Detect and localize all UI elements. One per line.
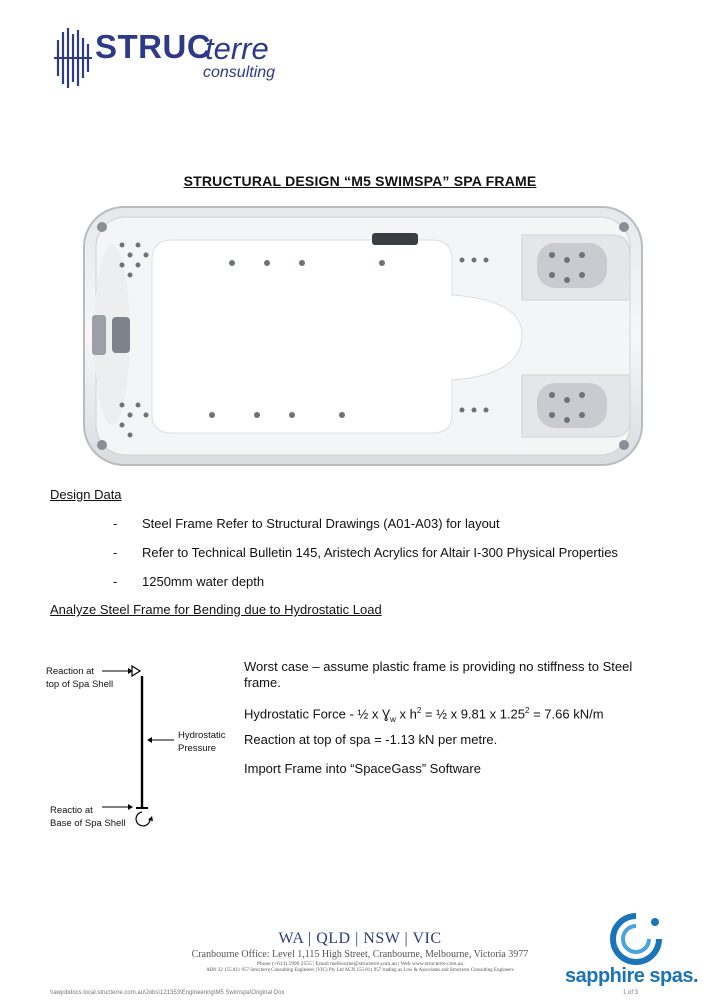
sapphire-logo-icon (608, 912, 664, 966)
footer-office: Cranbourne Office: Level 1,115 High Street, Cranbourne, Melbourne, Victoria 3977 (191, 949, 529, 960)
footer-abn: ABN 32 155 811 957 Structerre Consulting Engineers (VIC) Pty Ltd ACN 155 811 957 trading as Low & Associates and Structerre Consulting Engineers (206, 968, 514, 973)
design-data-item: - Steel Frame Refer to Structural Drawings (A01-A03) for layout (113, 516, 500, 531)
hydrostatic-force-text: Hydrostatic Force - ½ x $Ɣ_w$ x $h^2$ = ½ x 9.81 x $1.25^2 = 7.66$ kN/m (244, 706, 604, 724)
design-data-item: - 1250mm water depth (113, 574, 265, 589)
analyze-heading: Analyze Steel Frame for Bending due to Hydrostatic Load (50, 602, 382, 617)
base-reaction-label: Reactio at Base of Spa Shell (50, 805, 126, 829)
structerre-logo-mark (52, 26, 92, 90)
design-data-heading: Design Data (50, 487, 122, 502)
import-text: Import Frame into “SpaceGass” Software (244, 761, 481, 776)
footer-states: WA | QLD | NSW | VIC (278, 930, 442, 947)
file-path: \\awjobdocs.local.structerre.com.au\Jobs\121353\Engineering\M5 Swimspa\Original Dox (50, 990, 285, 996)
top-reaction-label: Reaction at top of Spa Shell (46, 666, 114, 690)
sapphire-logo-text: sapphire spas. (565, 965, 699, 987)
page-number: 1 of 3 (623, 990, 639, 996)
hydrostatic-pressure-label: Hydrostatic Pressure (178, 730, 226, 754)
design-data-item: - Refer to Technical Bulletin 145, Aristech Acrylics for Altair I-300 Physical Properties (113, 545, 618, 560)
document-title: STRUCTURAL DESIGN “M5 SWIMSPA” SPA FRAME (183, 173, 537, 189)
logo-subtitle: consulting (203, 64, 276, 81)
worst-case-text: Worst case – assume plastic frame is providing no stiffness to Steel frame. (244, 659, 633, 690)
logo-word-terre: terre (205, 31, 269, 66)
logo-word-struc: STRUC (95, 28, 212, 65)
footer-contact: Phone (+613) 5996 2555 | Email melbourne@structerre.com.au | Web www.structerre.com.au (256, 961, 464, 967)
reaction-text: Reaction at top of spa = -1.13 kN per metre. (244, 732, 498, 747)
swimspa-image (82, 205, 644, 467)
